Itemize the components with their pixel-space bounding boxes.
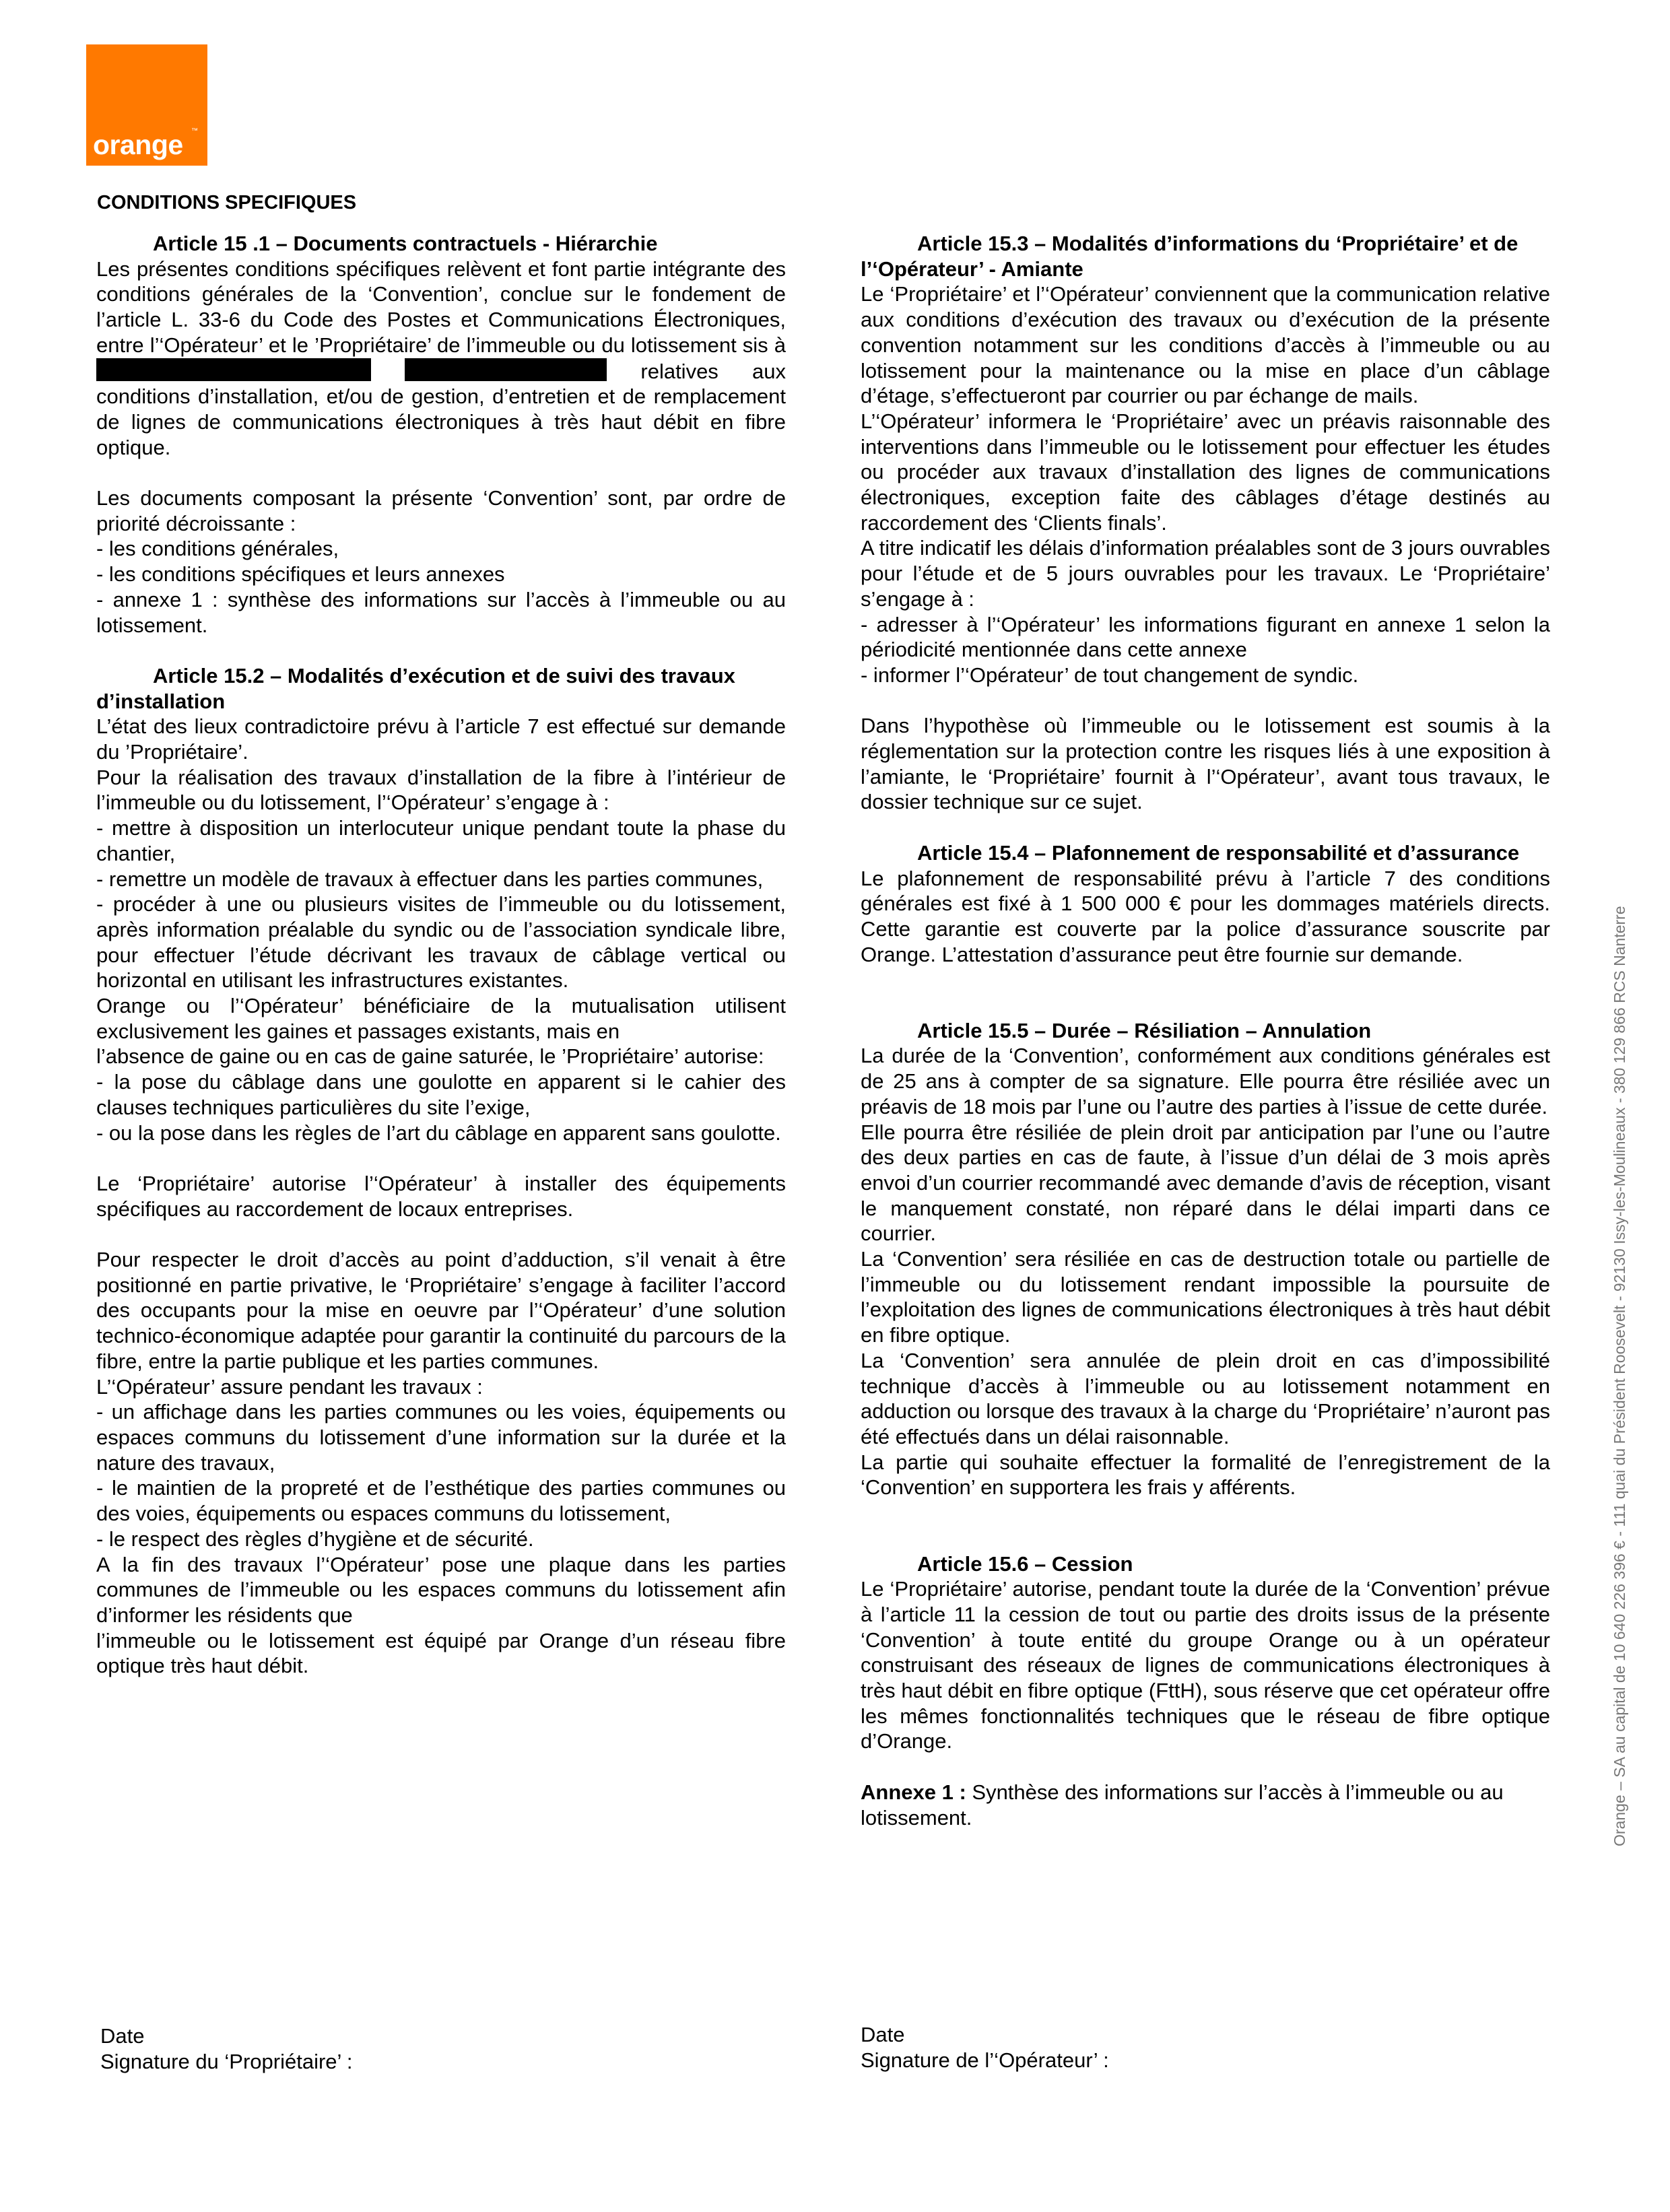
signature-date-label: Date [861,2023,905,2046]
article-15-2-paragraph: L’état des lieux contradictoire prévu à l’article 7 est effectué sur demande du ’Propriétaire’. [96,714,786,764]
article-15-1-title: Article 15 .1 – Documents contractuels - Hiérarchie [153,232,658,255]
list-item: - les conditions générales, [96,537,339,561]
signature-block-operator [861,2022,1109,2073]
article-15-2-paragraph: Pour la réalisation des travaux d’installation de la fibre à l’intérieur de l’immeuble ou du lotissement, l’‘Opérateur’ s’engage à : [96,765,786,815]
list-item: - ou la pose dans les règles de l’art du câblage en apparent sans goulotte. [96,1120,781,1145]
annexe-1-note: Annexe 1 : Synthèse des informations sur l’accès à l’immeuble ou au lotissement. [861,1780,1504,1830]
article-15-2-paragraph: L’‘Opérateur’ assure pendant les travaux : [96,1374,483,1399]
list-item: - adresser à l’‘Opérateur’ les informations figurant en annexe 1 selon la périodicité mentionnée dans cette annexe [861,612,1550,662]
logo-text: orange [93,129,183,160]
orange-logo [86,44,207,166]
article-15-3-paragraph: Le ‘Propriétaire’ et l’‘Opérateur’ conviennent que la communication relative aux conditions d’exécution des travaux ou d’exécution de la présente convention notamment sur les conditions d’accès à l’immeuble ou au lotissement pour la maintenance ou la mise en place d’un câblage d’étage, s’effectueront par courrier ou par échange de mails. [861,282,1550,408]
signature-date-label: Date [100,2024,145,2048]
article-15-2-paragraph: Pour respecter le droit d’accès au point d’adduction, s’il venait à être positionné en partie privative, le ‘Propriétaire’ s’engage à faciliter l’accord des occupants pour la mise en oeuvre par l’‘Opérateur’ d’une solution technico-économique adaptée pour garantir la continuité du parcours de la fibre, entre la partie publique et les parties communes. [96,1248,786,1373]
signature-block-owner [100,2023,353,2075]
left-column [96,231,786,1679]
signature-label: Signature de l’‘Opérateur’ : [861,2048,1109,2072]
article-15-2-paragraph: Le ‘Propriétaire’ autorise l’‘Opérateur’ à installer des équipements spécifiques au raccordement de locaux entreprises. [96,1171,786,1221]
article-15-5-paragraph: La durée de la ‘Convention’, conformément aux conditions générales est de 25 ans à compter de sa signature. Elle pourra être résiliée avec un préavis de 18 mois par l’une ou l’autre des parties à l’issue de cette durée. [861,1044,1550,1118]
article-15-2-paragraph: l’absence de gaine ou en cas de gaine saturée, le ’Propriétaire’ autorise: [96,1044,764,1069]
article-15-6-title: Article 15.6 – Cession [917,1551,1133,1576]
article-15-3-paragraph: A titre indicatif les délais d’information préalables sont de 3 jours ouvrables pour l’étude et de 5 jours ouvrables pour les travaux. Le ‘Propriétaire’ s’engage à : [861,536,1550,611]
article-15-6-paragraph: Le ‘Propriétaire’ autorise, pendant toute la durée de la ‘Convention’ prévue à l’article 11 la cession de tout ou partie des droits issus de la présente ‘Convention’ à toute entité du groupe Orange ou à un opérateur construisant des réseaux de lignes de communications électroniques à très haut débit en fibre optique (FttH), sous réserve que cet opérateur offre les mêmes fonctionnalités techniques que le réseau de fibre optique d’Orange. [861,1577,1550,1753]
trademark-symbol: ™ [191,127,198,135]
list-item: - le respect des règles d’hygiène et de sécurité. [96,1527,534,1551]
right-column [861,231,1550,1830]
article-15-2-paragraph: Orange ou l’‘Opérateur’ bénéficiaire de la mutualisation utilisent exclusivement les gaines et passages existants, mais en [96,994,786,1043]
list-item: - procéder à une ou plusieurs visites de l’immeuble ou du lotissement, après information préalable du syndic ou de l’association syndicale libre, pour effectuer l’étude décrivant les travaux de câblage vertical ou horizontal en utilisant les infrastructures existantes. [96,892,786,993]
list-item: - un affichage dans les parties communes ou les voies, équipements ou espaces communs du lotissement d’une information sur la durée et la nature des travaux, [96,1400,786,1475]
page-title: CONDITIONS SPECIFIQUES [97,192,357,213]
list-item: - informer l’‘Opérateur’ de tout changement de syndic. [861,663,1359,687]
article-15-2-paragraph: l’immeuble ou le lotissement est équipé par Orange d’un réseau fibre optique très haut débit. [96,1628,786,1678]
list-item: - la pose du câblage dans une goulotte en apparent si le cahier des clauses techniques particulières du site l’exige, [96,1070,786,1119]
article-15-2-paragraph: A la fin des travaux l’‘Opérateur’ pose une plaque dans les parties communes de l’immeuble ou les espaces communs du lotissement afin d’informer les résidents que [96,1552,786,1627]
article-15-4-paragraph: Le plafonnement de responsabilité prévu à l’article 7 des conditions générales est fixé à 1 500 000 € pour les dommages matériels directs. Cette garantie est couverte par la police d’assurance souscrite par Orange. L’attestation d’assurance peut être fournie sur demande. [861,866,1550,966]
article-15-5-paragraph: La ‘Convention’ sera résiliée en cas de destruction totale ou partielle de l’immeuble ou du lotissement rendant impossible la poursuite de l’exploitation des lignes de communications électroniques à très haut débit en fibre optique. [861,1247,1550,1347]
list-item: - les conditions spécifiques et leurs annexes [96,562,505,586]
article-15-4-title: Article 15.4 – Plafonnement de responsabilité et d’assurance [917,840,1520,865]
article-15-5-paragraph: Elle pourra être résiliée de plein droit par anticipation par l’une ou l’autre des deux parties en cas de faute, à l’issue d’un délai de 3 mois après envoi d’un courrier recommandé avec demande d’avis de réception, visant le manquement constaté, non réparé dans le délai imparti dans ce courrier. [861,1120,1550,1246]
article-15-1-documents-intro: Les documents composant la présente ‘Convention’ sont, par ordre de priorité décroissante : [96,486,786,535]
redacted-address [96,358,371,381]
article-15-5-paragraph: La ‘Convention’ sera annulée de plein droit en cas d’impossibilité technique d’accès à l’immeuble ou au lotissement notamment en adduction ou lorsque des travaux à la charge du ‘Propriétaire’ n’auront pas été effectués dans un délai raisonnable. [861,1348,1550,1448]
signature-label: Signature du ‘Propriétaire’ : [100,2050,353,2073]
article-15-5-paragraph: La partie qui souhaite effectuer la formalité de l’enregistrement de la ‘Convention’ en supportera les frais y afférents. [861,1450,1550,1500]
list-item: - remettre un modèle de travaux à effectuer dans les parties communes, [96,867,764,891]
annexe-1-label: Annexe 1 : [861,1780,966,1804]
company-legal-info: Orange – SA au capital de 10 640 226 396 € - 111 quai du Président Roosevelt - 92130 Issy-les-Moulineaux - 380 129 866 RCS Nanterre [1611,906,1628,1846]
article-15-3-title: Article 15.3 – Modalités d’informations du ‘Propriétaire’ et de l’‘Opérateur’ - Amiante [861,232,1518,281]
redacted-address-2 [405,358,607,381]
article-15-3-paragraph: Dans l’hypothèse où l’immeuble ou le lotissement est soumis à la réglementation sur la protection contre les risques liés à une exposition à l’amiante, le ‘Propriétaire’ fournit à l’‘Opérateur’, avant tous travaux, le dossier technique sur ce sujet. [861,714,1550,814]
list-item: - le maintien de la propreté et de l’esthétique des parties communes ou des voies, équipements ou espaces communs du lotissement, [96,1476,786,1526]
article-15-2-title: Article 15.2 – Modalités d’exécution et de suivi des travaux d’installation [96,663,735,713]
article-15-5-title: Article 15.5 – Durée – Résiliation – Annulation [917,1018,1372,1042]
article-15-1-paragraph: Les présentes conditions spécifiques relèvent et font partie intégrante des conditions générales de la ‘Convention’, conclue sur le fondement de l’article L. 33-6 du Code des Postes et Communications Électroniques, entre l’‘Opérateur’ et le ’Propriétaire’ de l’immeuble ou du lotissement sis à relatives aux conditions d’installation, et/ou de gestion, d’entretien et de remplacement de lignes de communications électroniques à très haut débit en fibre optique. [96,257,786,459]
list-item: - annexe 1 : synthèse des informations sur l’accès à l’immeuble ou au lotissement. [96,587,786,637]
list-item: - mettre à disposition un interlocuteur unique pendant toute la phase du chantier, [96,816,786,865]
article-15-3-paragraph: L’‘Opérateur’ informera le ‘Propriétaire’ avec un préavis raisonnable des interventions dans l’immeuble ou le lotissement pour effectuer les études ou procéder aux travaux d’installation des lignes de communications électroniques, exception faite des câblages d’étage destinés au raccordement des ‘Clients finals’. [861,409,1550,535]
